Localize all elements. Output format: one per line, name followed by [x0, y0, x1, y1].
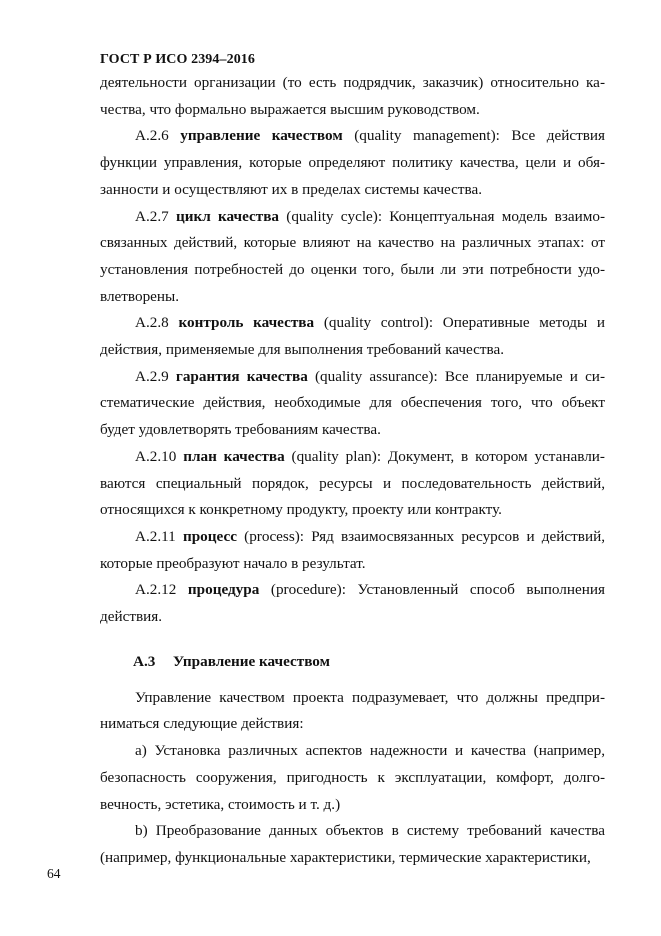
definition-quality-cycle	[100, 204, 605, 311]
page-body	[100, 70, 605, 872]
definition-text: (quality plan): Документ, в котором устанавливаются специальный порядок, ресурсы и последовательность действий, относящихся к конкретному продукту, проекту или контракту.	[100, 447, 605, 519]
definition-number: А.2.9	[135, 367, 169, 385]
definition-text: (quality management): Все действия функции управления, которые определяют политику качества, цели и обязанности и осуществляют их в пределах системы качества.	[100, 127, 605, 198]
definition-term: процесс	[182, 527, 237, 545]
document-code-header: ГОСТ Р ИСО 2394–2016	[100, 52, 256, 67]
list-item-a: а) Установка различных аспектов надежности и качества (например, безопасность сооружения, пригодность к эксплуатации, комфорт, долговечность, эстетика, стоимость и т. д.)	[100, 742, 605, 813]
definition-text: (procedure): Установленный способ выполнения действия.	[100, 581, 605, 626]
section-intro-paragraph: Управление качеством проекта подразумевает, что должны предприниматься следующие действия:	[100, 688, 605, 733]
section-title: Управление качеством	[173, 652, 330, 670]
paragraph-continuation: деятельности организации (то есть подрядчик, заказчик) относительно качества, что формально выражается высшим руководством.	[100, 74, 605, 118]
definition-quality-control	[100, 310, 605, 363]
definition-number: А.2.6	[135, 127, 169, 145]
definition-text: (quality assurance): Все планируемые и систематические действия, необходимые для обеспечения того, что объект будет удовлетворять требованиям качества.	[100, 367, 605, 439]
definition-term: управление качеством	[180, 127, 343, 145]
definition-quality-assurance	[100, 364, 605, 444]
definition-term: процедура	[187, 581, 260, 599]
section-number: А.3	[133, 652, 156, 670]
definition-number: А.2.11	[135, 527, 176, 545]
definition-term: цикл качества	[176, 207, 280, 225]
list-item-b: b) Преобразование данных объектов в систему требований качества (например, функциональные характеристики, термические характеристики,	[100, 822, 605, 866]
definition-term: гарантия качества	[175, 367, 308, 385]
definition-text: (quality control): Оперативные методы и действия, применяемые для выполнения требований качества.	[100, 314, 606, 359]
definition-text: (quality cycle): Концептуальная модель взаимосвязанных действий, которые влияют на качество на различных этапах: от установления потребностей до оценки того, были ли эти потребности удовлетворены.	[100, 207, 605, 305]
definition-text: (process): Ряд взаимосвязанных ресурсов и действий, которые преобразуют начало в результат.	[100, 527, 605, 572]
definition-number: А.2.7	[135, 207, 169, 225]
section-heading	[100, 649, 605, 675]
definition-process	[100, 524, 605, 577]
definition-term: контроль качества	[178, 314, 315, 332]
definition-term: план качества	[183, 447, 285, 465]
definition-number: А.2.12	[135, 581, 177, 599]
definition-procedure	[100, 577, 605, 630]
definition-quality-management	[100, 123, 605, 203]
definition-number: А.2.8	[135, 314, 169, 332]
page-number: 64	[47, 866, 61, 881]
definition-number: А.2.10	[135, 447, 177, 465]
definition-quality-plan	[100, 444, 605, 524]
